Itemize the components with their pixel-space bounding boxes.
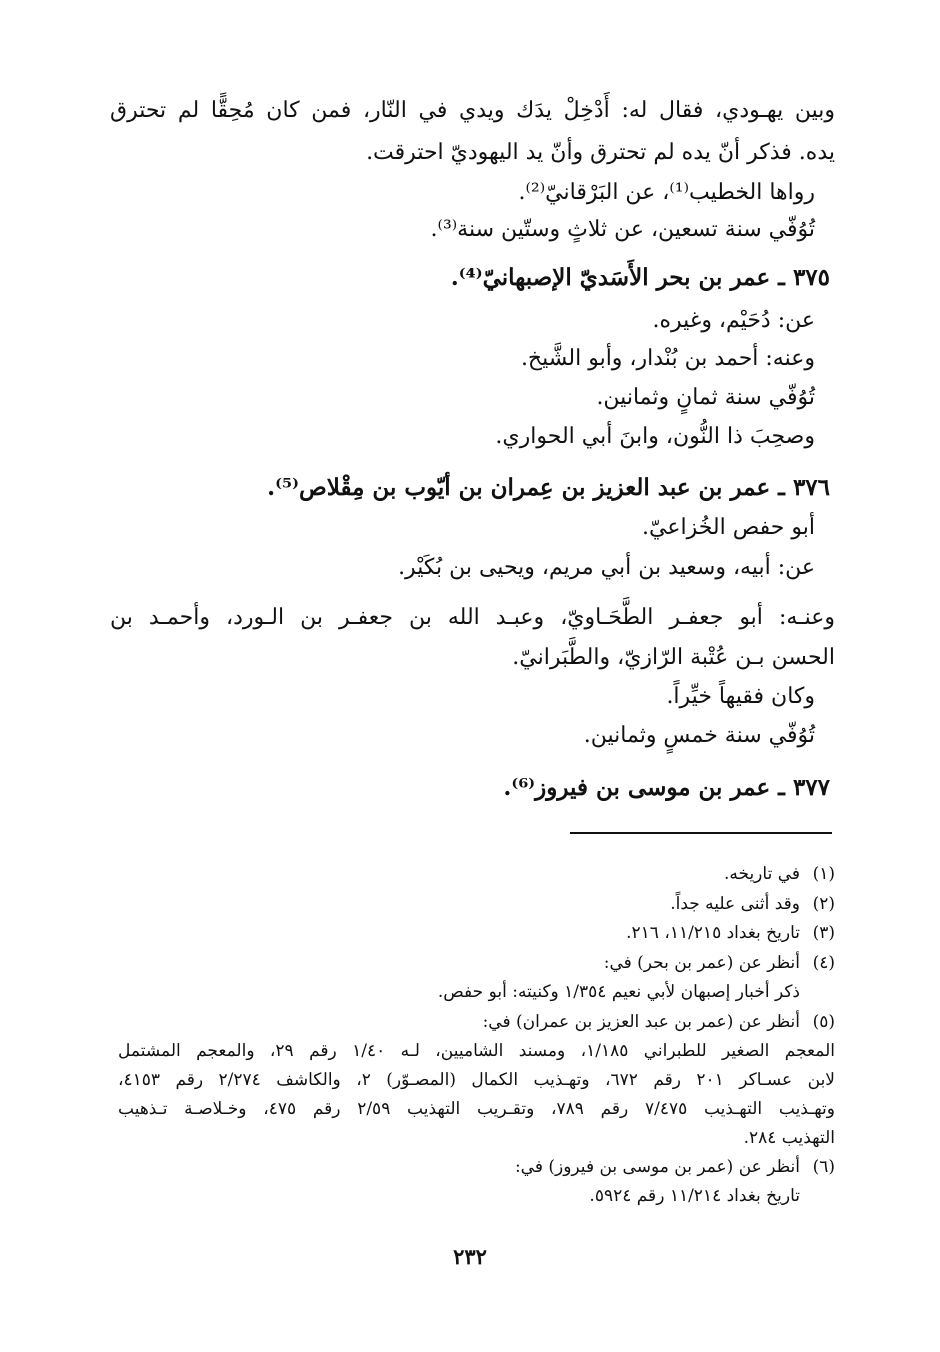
footnote-text: المعجم الصغير للطبراني ١/١٨٥، ومسند الشاميين، لـه ١/٤٠ رقم ٢٩، والمعجم المشتمل xyxy=(118,1041,835,1061)
body-line: تُوُفّي سنة خمسٍ وثمانين. xyxy=(583,723,815,748)
body-line: تُوُفّي سنة تسعين، عن ثلاثٍ وستّين سنة⁽³⁾. xyxy=(430,217,815,242)
footnote-text: تاريخ بغداد ١١/٢١٥، ٢١٦. xyxy=(626,923,800,943)
footnote-number: (٥) xyxy=(812,1012,835,1032)
footnote-3 xyxy=(0,923,940,945)
body-line: وكان فقيهاً خيِّراً. xyxy=(666,684,815,709)
footnote-text: وتهـذيب التهـذيب ٧/٤٧٥ رقم ٧٨٩، وتقـريب التهذيب ٢/٥٩ رقم ٤٧٥، وخـلاصـة تـذهيب xyxy=(118,1099,835,1119)
footnote-5 xyxy=(0,1012,940,1152)
footnote-number: (٣) xyxy=(812,923,835,943)
footnote-text: تاريخ بغداد ١١/٢١٤ رقم ٥٩٢٤. xyxy=(589,1186,800,1206)
entry-title-376: ٣٧٦ ـ عمر بن عبد العزيز بن عِمران بن أيّوب بن مِقْلاص⁽⁵⁾. xyxy=(267,474,830,501)
body-line: وصحِبَ ذا النُّون، وابنَ أبي الحواري. xyxy=(495,424,815,449)
body-line: يده. فذكر أنّ يده لم تحترق وأنّ يد اليهوديّ احترقت. xyxy=(366,140,835,165)
footnote-text: لابن عسـاكر ٢٠١ رقم ٦٧٢، وتهـذيب الكمال (المصـوّر) ٢، والكاشف ٢/٢٧٤ رقم ٤١٥٣، xyxy=(118,1070,835,1090)
body-line: عن: دُحَيْم، وغيره. xyxy=(652,308,815,333)
footnote-1 xyxy=(0,864,940,886)
footnote-separator xyxy=(570,832,832,834)
body-line: الحسن بـن عُتْبة الرّازيّ، والطَّبَرانيّ. xyxy=(512,645,835,670)
body-line: وعنه: أحمد بن بُنْدار، وأبو الشَّيخ. xyxy=(520,346,815,371)
footnote-number: (٤) xyxy=(812,953,835,973)
footnote-2 xyxy=(0,894,940,916)
body-line: رواها الخطيب⁽¹⁾، عن البَرْقانيّ⁽²⁾. xyxy=(518,180,815,205)
footnote-text: أنظر عن (عمر بن عبد العزيز بن عمران) في: xyxy=(482,1012,800,1032)
footnote-4 xyxy=(0,953,940,1005)
body-line: وعنـه: أبو جعفـر الطَّحَـاويّ، وعبـد الله بن جعفـر بن الـورد، وأحمـد بن xyxy=(110,605,835,630)
entry-title-377: ٣٧٧ ـ عمر بن موسى بن فيروز⁽⁶⁾. xyxy=(503,774,830,801)
footnote-text: ذكر أخبار إصبهان لأبي نعيم ١/٣٥٤ وكنيته: أبو حفص. xyxy=(437,982,800,1002)
body-line: أبو حفص الخُزاعيّ. xyxy=(642,515,815,540)
footnote-text: أنظر عن (عمر بن موسى بن فيروز) في: xyxy=(514,1157,800,1177)
footnote-number: (٢) xyxy=(812,894,835,914)
footnote-6 xyxy=(0,1157,940,1209)
body-line: عن: أبيه، وسعيد بن أبي مريم، ويحيى بن بُكَيْر. xyxy=(398,555,815,580)
footnote-number: (٦) xyxy=(812,1157,835,1177)
body-line: وبين يهـودي، فقال له: أَدْخِلْ يدَك ويدي في النّار، فمن كان مُحِقًّا لم تحترق xyxy=(110,98,835,123)
footnote-text: في تاريخه. xyxy=(723,864,800,884)
body-line: تُوُفّي سنة ثمانٍ وثمانين. xyxy=(596,385,815,410)
footnote-number: (١) xyxy=(812,864,835,884)
page-number: ٢٣٢ xyxy=(453,1244,487,1269)
footnote-text: أنظر عن (عمر بن بحر) في: xyxy=(603,953,800,973)
footnote-text: التهذيب ٢٨٤. xyxy=(743,1128,835,1148)
entry-title-375: ٣٧٥ ـ عمر بن بحر الأَسَديّ الإصبهانيّ⁽⁴⁾. xyxy=(450,264,830,291)
footnote-text: وقد أثنى عليه جداً. xyxy=(670,894,800,914)
